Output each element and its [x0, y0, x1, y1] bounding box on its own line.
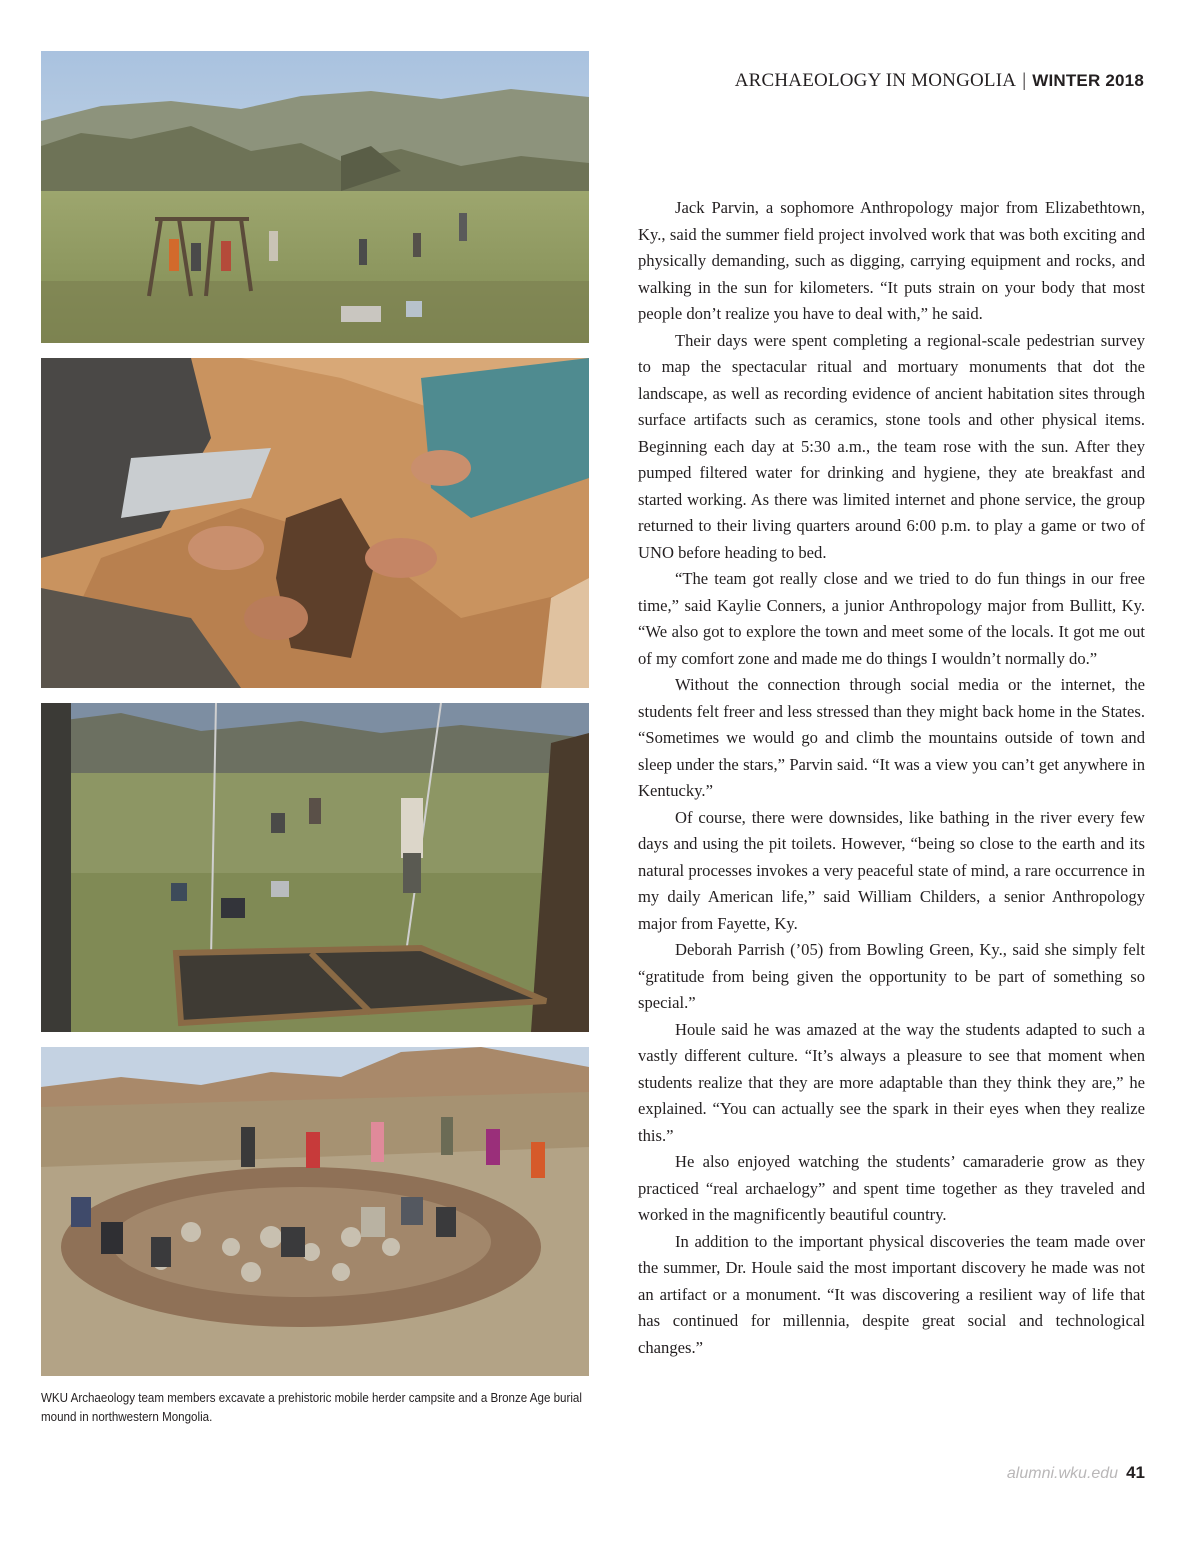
article-paragraph: Jack Parvin, a sophomore Anthropology major from Elizabethtown, Ky., said the summer field project involved work that was both exciting and physically demanding, such as digging, carrying equipment and rocks, and walking in the sun for kilometers. “It puts strain on your body that most people don’t realize you have to deal with,” he said. [638, 198, 1145, 323]
article-paragraph: He also enjoyed watching the students’ camaraderie grow as they practiced “real archaelogy” and spent time together as they traveled and worked in the magnificently beautiful country. [638, 1152, 1145, 1224]
photo-hands-excavating-image [41, 358, 589, 688]
header-separator: | [1022, 70, 1027, 91]
article-paragraph: Deborah Parrish (’05) from Bowling Green, Ky., said she simply felt “gratitude from being given the opportunity to be part of something so special.” [638, 940, 1145, 1012]
photo-burial-mound-image [41, 1047, 589, 1376]
footer-site-url: alumni.wku.edu [1006, 1465, 1119, 1482]
page-number: 41 [1126, 1463, 1145, 1482]
photo-burial-mound [41, 1047, 589, 1376]
article-body [638, 195, 1145, 1361]
photo-steppe-sifting-image [41, 51, 589, 343]
photo-caption: WKU Archaeology team members excavate a prehistoric mobile herder campsite and a Bronze Age burial mound in northwestern Mongolia. [41, 1391, 582, 1424]
article-paragraph: Of course, there were downsides, like bathing in the river every few days and using the pit toilets. However, “being so close to the earth and its natural processes invokes a very peaceful state of mind, a rare occurrence in my daily American life,” said William Childers, a senior Anthropology major from Fayette, Ky. [638, 807, 1145, 933]
running-header [735, 70, 1144, 92]
issue-label: WINTER 2018 [1032, 71, 1144, 90]
photo-hands-excavating [41, 358, 589, 688]
article-paragraph: Houle said he was amazed at the way the students adapted to such a vastly different culture. “It’s always a pleasure to see that moment when students realize that they are more adaptable than they think they are,” he explained. “You can actually see the spark in their eyes when they realize this.” [638, 1019, 1145, 1145]
article-paragraph: Without the connection through social media or the internet, the students felt freer and less stressed than they might back home in the States. “Sometimes we would go and climb the mountains outside of town and sleep under the stars,” Parvin said. “It was a view you can’t get anywhere in Kentucky.” [638, 675, 1145, 800]
photo-steppe-sifting [41, 51, 589, 343]
photo-sifting-screen [41, 703, 589, 1032]
section-title: ARCHAEOLOGY IN MONGOLIA [734, 70, 1017, 91]
photo-sifting-screen-image [41, 703, 589, 1032]
article-paragraph: “The team got really close and we tried to do fun things in our free time,” said Kaylie Conners, a junior Anthropology major from Bullitt, Ky. “We also got to explore the town and meet some of the locals. It got me out of my comfort zone and made me do things I wouldn’t normally do.” [638, 569, 1145, 668]
article-paragraph: In addition to the important physical discoveries the team made over the summer, Dr. Houle said the most important discovery he made was not an artifact or a monument. “It was discovering a resilient way of life that has continued for millennia, despite great social and technological changes.” [638, 1231, 1145, 1357]
page-footer [1007, 1463, 1145, 1483]
article-paragraph: Their days were spent completing a regional-scale pedestrian survey to map the spectacular ritual and mortuary monuments that dot the landscape, as well as recording evidence of ancient habitation sites through surface artifacts such as ceramics, stone tools and other physical items. Beginning each day at 5:30 a.m., the team rose with the sun. After they pumped filtered water for drinking and hygiene, they ate breakfast and started working. As there was limited internet and phone service, the group returned to their living quarters around 6:00 p.m. to play a game or two of UNO before heading to bed. [638, 330, 1145, 562]
